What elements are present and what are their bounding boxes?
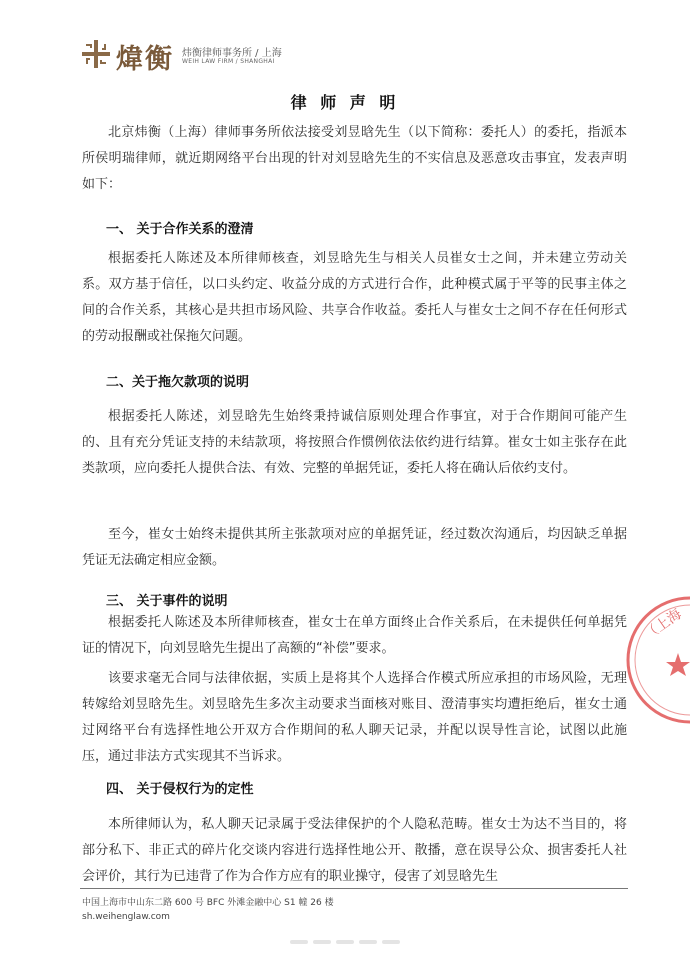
section-heading: 四、 关于侵权行为的定性 xyxy=(106,782,254,797)
section-heading: 一、 关于合作关系的澄清 xyxy=(106,222,254,237)
firm-logo-icon xyxy=(80,38,112,70)
official-seal-stamp xyxy=(612,585,690,735)
footer-divider xyxy=(80,888,628,889)
section-paragraph: 根据委托人陈述及本所律师核查，崔女士在单方面终止合作关系后，在未提供任何单据凭证的情况下，向刘昱晗先生提出了高额的“补偿”要求。 xyxy=(82,615,627,656)
page-indicator-dot[interactable] xyxy=(359,940,377,944)
section-paragraph: 根据委托人陈述及本所律师核查，刘昱晗先生与相关人员崔女士之间，并未建立劳动关系。双方基于信任，以口头约定、收益分成的方式进行合作，此种模式属于平等的民事主体之间的合作关系，其核心是共担市场风险、共享合作收益。委托人与崔女士之间不存在任何形式的劳动报酬或社保拖欠问题。 xyxy=(82,251,627,344)
section-heading: 二、关于拖欠款项的说明 xyxy=(106,375,250,390)
page-indicator-dot[interactable] xyxy=(313,940,331,944)
firm-name-cn: 炜衡律师事务所 / 上海 xyxy=(182,48,282,59)
page-indicator-dot[interactable] xyxy=(336,940,354,944)
footer-website: sh.weihenglaw.com xyxy=(82,912,170,922)
intro-paragraph: 北京炜衡（上海）律师事务所依法接受刘昱晗先生（以下简称：委托人）的委托，指派本所侯明瑞律师，就近期网络平台出现的针对刘昱晗先生的不实信息及恶意攻击事宜，发表声明如下： xyxy=(82,125,627,192)
document-title: 律 师 声 明 xyxy=(290,93,400,112)
section-heading: 三、 关于事件的说明 xyxy=(106,594,228,609)
footer-address: 中国上海市中山东二路 600 号 BFC 外滩金融中心 S1 幢 26 楼 xyxy=(82,898,334,908)
page-indicator-dot[interactable] xyxy=(382,940,400,944)
stamp-text: （上海 xyxy=(641,606,685,644)
section-paragraph: 本所律师认为，私人聊天记录属于受法律保护的个人隐私范畴。崔女士为达不当目的，将部分私下、非正式的碎片化交谈内容进行选择性地公开、散播，意在误导公众、损害委托人社会评价，其行为已违背了作为合作方应有的职业操守，侵害了刘昱晗先生 xyxy=(82,817,627,884)
section-paragraph: 该要求毫无合同与法律依据，实质上是将其个人选择合作模式所应承担的市场风险，无理转嫁给刘昱晗先生。刘昱晗先生多次主动要求当面核对账目、澄清事实均遭拒绝后，崔女士通过网络平台有选择性地公开双方合作期间的私人聊天记录，并配以误导性言论，试图以此施压，通过非法方式实现其不当诉求。 xyxy=(82,671,627,764)
page-indicator[interactable] xyxy=(290,940,400,944)
firm-name-en: WEIH LAW FIRM / SHANGHAI xyxy=(182,58,275,65)
firm-logo-text: 煒衡 xyxy=(116,44,174,75)
page-indicator-dot[interactable] xyxy=(290,940,308,944)
section-paragraph: 根据委托人陈述，刘昱晗先生始终秉持诚信原则处理合作事宜，对于合作期间可能产生的、且有充分凭证支持的未结款项，将按照合作惯例依法依约进行结算。崔女士如主张存在此类款项，应向委托人提供合法、有效、完整的单据凭证，委托人将在确认后依约支付。 xyxy=(82,409,627,476)
section-paragraph: 至今，崔女士始终未提供其所主张款项对应的单据凭证，经过数次沟通后，均因缺乏单据凭证无法确定相应金额。 xyxy=(82,527,627,568)
